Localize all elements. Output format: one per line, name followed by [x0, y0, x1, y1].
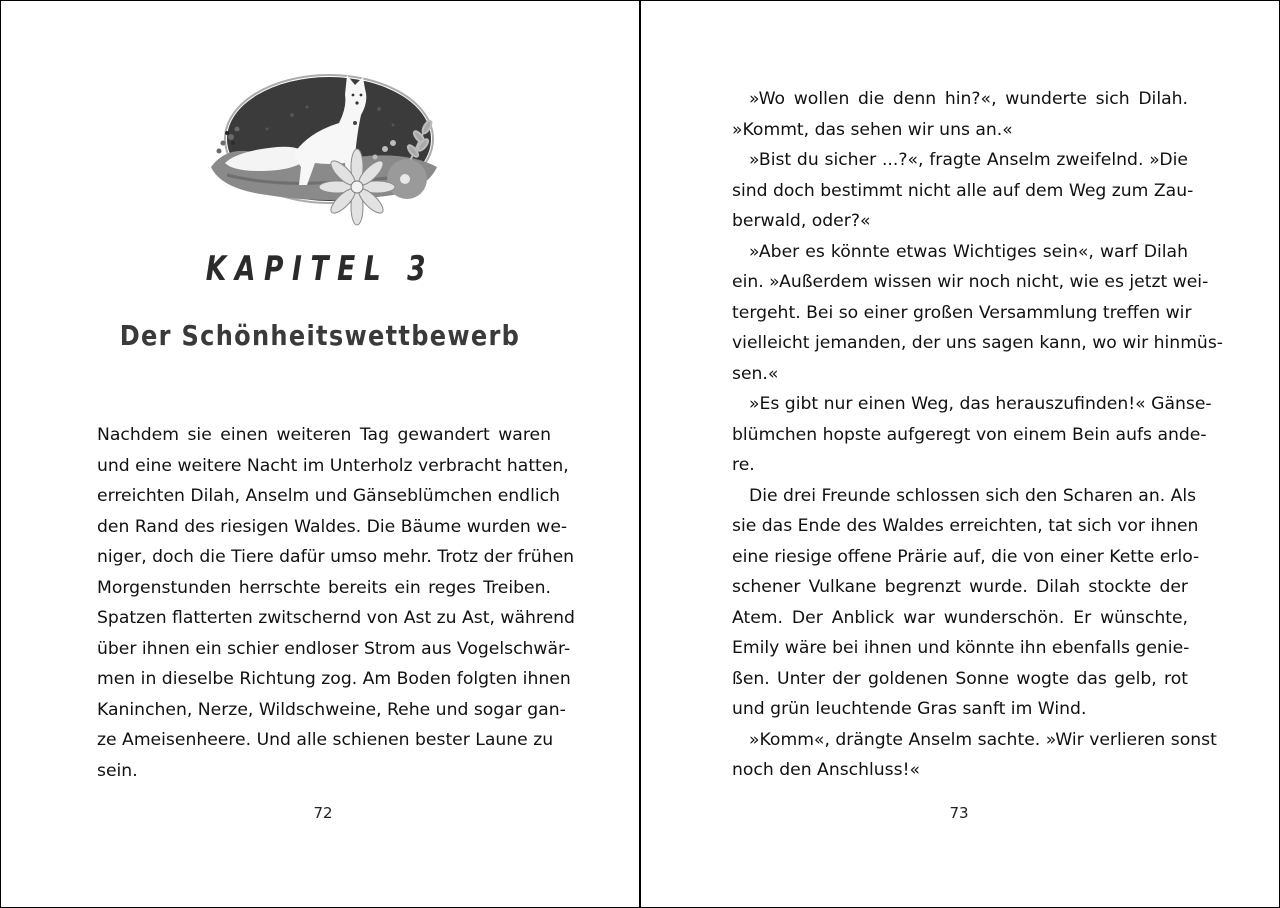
fox-illustration-icon	[197, 67, 453, 237]
text-line: re.	[732, 455, 755, 475]
text-line: eine riesige offene Prärie auf, die von einer Kette erlo-	[732, 546, 1200, 567]
text-line: schener Vulkane begrenzt wurde. Dilah stockte der	[732, 577, 1188, 597]
text-line: den Rand des riesigen Waldes. Die Bäume wurden we-	[97, 516, 568, 537]
text-line: über ihnen ein schier endloser Strom aus Vogelschwär-	[97, 638, 571, 659]
text-line: men in dieselbe Richtung zog. Am Boden folgten ihnen	[97, 669, 571, 689]
page-number: 73	[949, 804, 969, 822]
text-line: blümchen hopste aufgeregt von einem Bein aufs ande-	[732, 424, 1207, 445]
text-line: ßen. Unter der goldenen Sonne wogte das gelb, rot	[732, 668, 1188, 689]
text-line: sein.	[97, 760, 138, 781]
text-line: noch den Anschluss!«	[732, 760, 920, 780]
text-line: ze Ameisenheere. Und alle schienen bester Laune zu	[97, 730, 554, 750]
text-line: sind doch bestimmt nicht alle auf dem Weg zum Zau-	[732, 180, 1194, 201]
text-line: und grün leuchtende Gras sanft im Wind.	[732, 699, 1087, 719]
text-line: Emily wäre bei ihnen und könnte ihn ebenfalls genie-	[732, 638, 1190, 658]
text-line: »Kommt, das sehen wir uns an.«	[732, 119, 1013, 140]
page-number: 72	[313, 804, 333, 822]
text-line: Kaninchen, Nerze, Wildschweine, Rehe und sogar gan-	[97, 699, 566, 720]
text-line: Die drei Freunde schlossen sich den Scharen an. Als	[749, 485, 1197, 506]
text-line: niger, doch die Tiere dafür umso mehr. Trotz der frühen	[97, 547, 575, 567]
text-line: ein. »Außerdem wissen wir noch nicht, wie es jetzt wei-	[732, 272, 1209, 292]
text-line: »Es gibt nur einen Weg, das herauszufinden!« Gänse-	[749, 394, 1212, 414]
text-line: Morgenstunden herrschte bereits ein reges Treiben.	[97, 577, 551, 598]
chapter-label: KAPITEL 3	[205, 249, 435, 289]
right-page-body-text	[732, 84, 1223, 786]
text-line: »Aber es könnte etwas Wichtiges sein«, warf Dilah	[749, 241, 1188, 262]
text-line: sen.«	[732, 363, 779, 384]
text-line: vielleicht jemanden, der uns sagen kann, wo wir hinmüs-	[732, 333, 1223, 353]
text-line: »Komm«, drängte Anselm sachte. »Wir verlieren sonst	[749, 729, 1217, 750]
right-page	[641, 1, 1279, 907]
left-page-body-text	[97, 420, 575, 786]
text-line: berwald, oder?«	[732, 211, 871, 231]
text-line: Atem. Der Anblick war wunderschön. Er wünschte,	[732, 607, 1188, 628]
text-line: »Bist du sicher ...?«, fragte Anselm zweifelnd. »Die	[749, 150, 1188, 170]
text-line: tergeht. Bei so einer großen Versammlung treffen wir	[732, 302, 1192, 323]
chapter-title: Der Schönheitswettbewerb	[119, 319, 521, 352]
text-line: und eine weitere Nacht im Unterholz verbracht hatten,	[97, 455, 569, 476]
text-line: Spatzen flatterten zwitschernd von Ast zu Ast, während	[97, 608, 575, 628]
text-line: Nachdem sie einen weiteren Tag gewandert waren	[97, 425, 551, 445]
text-line: sie das Ende des Waldes erreichten, tat sich vor ihnen	[732, 516, 1199, 536]
left-page	[1, 1, 639, 907]
text-line: erreichten Dilah, Anselm und Gänseblümchen endlich	[97, 486, 560, 506]
text-line: »Wo wollen die denn hin?«, wunderte sich Dilah.	[749, 89, 1188, 109]
